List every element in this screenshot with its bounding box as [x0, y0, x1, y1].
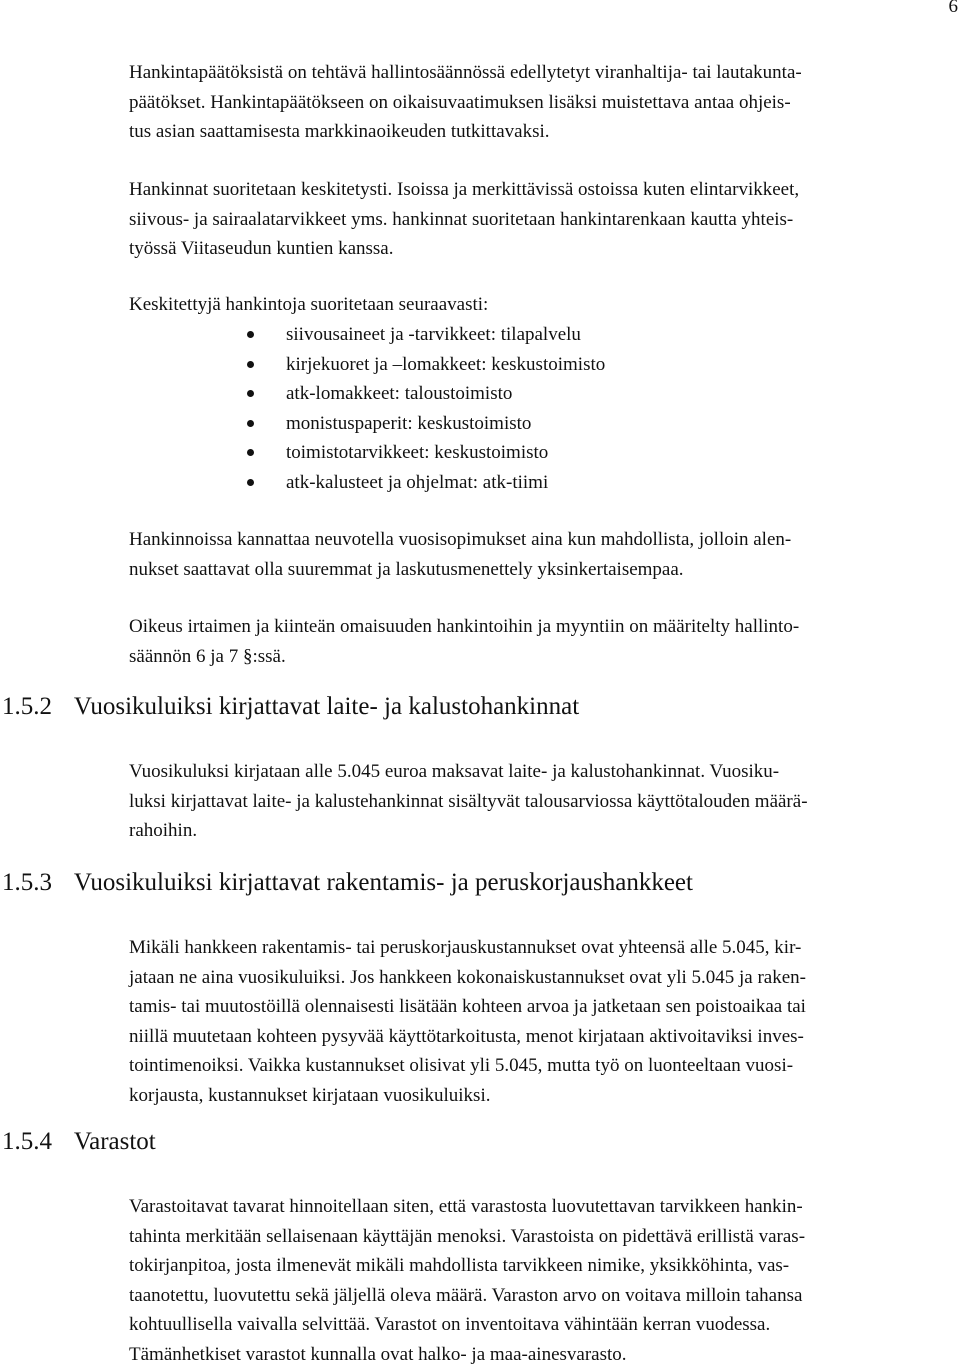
bullet-icon — [247, 449, 254, 456]
text-line: tus asian saattamisesta markkinaoikeuden tutkittavaksi. — [129, 117, 959, 147]
section-title: Vuosikuluiksi kirjattavat laite- ja kalustohankinnat — [74, 693, 579, 720]
text-line: korjausta, kustannukset kirjataan vuosikuluiksi. — [129, 1081, 959, 1111]
section-heading-1-5-3 — [2, 867, 693, 899]
text-line: Hankinnat suoritetaan keskitetysti. Isoissa ja merkittävissä ostoissa kuten elintarvikkeet, — [129, 175, 959, 205]
text-line: Hankinnoissa kannattaa neuvotella vuosisopimukset aina kun mahdollista, jolloin alen- — [129, 525, 959, 555]
bullet-icon — [247, 390, 254, 397]
section-number: 1.5.4 — [2, 1126, 68, 1158]
text-line: tointimenoiksi. Vaikka kustannukset olisivat yli 5.045, mutta työ on luonteeltaan vuosi- — [129, 1051, 959, 1081]
text-line: Vuosikuluksi kirjataan alle 5.045 euroa maksavat laite- ja kalustohankinnat. Vuosiku- — [129, 757, 959, 787]
bullet-icon — [247, 420, 254, 427]
paragraph-centralized-list-intro — [129, 290, 959, 320]
text-line: rahoihin. — [129, 816, 959, 846]
list-item: toimistotarvikkeet: keskustoimisto — [248, 438, 605, 468]
section-heading-1-5-4 — [2, 1126, 156, 1158]
list-item: monistuspaperit: keskustoimisto — [248, 409, 605, 439]
bullet-icon — [247, 361, 254, 368]
text-line: taanotettu, luovutettu sekä jäljellä oleva määrä. Varaston arvo on voitava milloin tahansa — [129, 1281, 959, 1311]
text-line: siivous- ja sairaalatarvikkeet yms. hankinnat suoritetaan hankintarenkaan kautta yhteis- — [129, 205, 959, 235]
list-item: atk-lomakkeet: taloustoimisto — [248, 379, 605, 409]
section-number: 1.5.3 — [2, 867, 68, 899]
text-line: Hankintapäätöksistä on tehtävä hallintosäännössä edellytetyt viranhaltija- tai lautakunta- — [129, 58, 959, 88]
paragraph-annual-contracts — [129, 525, 959, 584]
section-number: 1.5.2 — [2, 691, 68, 723]
list-item: siivousaineet ja -tarvikkeet: tilapalvelu — [248, 320, 605, 350]
text-line: päätökset. Hankintapäätökseen on oikaisuvaatimuksen lisäksi muistettava antaa ohjeis- — [129, 88, 959, 118]
page-number: 6 — [949, 0, 959, 20]
text-line: Oikeus irtaimen ja kiinteän omaisuuden hankintoihin ja myyntiin on määritelty hallinto- — [129, 612, 959, 642]
paragraph-property-rights — [129, 612, 959, 671]
text-line: säännön 6 ja 7 §:ssä. — [129, 642, 959, 672]
text-line: tokirjanpitoa, josta ilmenevät mikäli mahdollista tarvikkeen nimike, yksikköhinta, vas- — [129, 1251, 959, 1281]
centralized-procurement-list — [248, 320, 605, 497]
section-heading-1-5-2 — [2, 691, 579, 723]
bullet-icon — [247, 479, 254, 486]
text-line: Mikäli hankkeen rakentamis- tai peruskorjauskustannukset ovat yhteensä alle 5.045, kir- — [129, 933, 959, 963]
paragraph-centralized-procurement — [129, 175, 959, 264]
text-line: Tämänhetkiset varastot kunnalla ovat halko- ja maa-ainesvarasto. — [129, 1340, 959, 1369]
paragraph-inventories — [129, 1192, 959, 1369]
list-item: kirjekuoret ja –lomakkeet: keskustoimisto — [248, 350, 605, 380]
section-title: Vuosikuluiksi kirjattavat rakentamis- ja peruskorjaushankkeet — [74, 869, 693, 896]
text-line: Keskitettyjä hankintoja suoritetaan seuraavasti: — [129, 290, 959, 320]
text-line: nukset saattavat olla suuremmat ja laskutusmenettely yksinkertaisempaa. — [129, 555, 959, 585]
text-line: jataan ne aina vuosikuluiksi. Jos hankkeen kokonaiskustannukset ovat yli 5.045 ja raken- — [129, 963, 959, 993]
paragraph-construction-projects — [129, 933, 959, 1110]
paragraph-annual-expense-equipment — [129, 757, 959, 846]
text-line: tahinta merkitään sellaisenaan käyttäjän menoksi. Varastoista on pidettävä erillistä varas- — [129, 1222, 959, 1252]
text-line: tamis- tai muutostöillä olennaisesti lisätään kohteen arvoa ja jatketaan sen poistoaikaa tai — [129, 992, 959, 1022]
text-line: niillä muutetaan kohteen pysyvää käyttötarkoitusta, menot kirjataan aktivoitaviksi inves- — [129, 1022, 959, 1052]
list-item: atk-kalusteet ja ohjelmat: atk-tiimi — [248, 468, 605, 498]
text-line: työssä Viitaseudun kuntien kanssa. — [129, 234, 959, 264]
paragraph-procurement-decisions — [129, 58, 959, 147]
text-line: luksi kirjattavat laite- ja kalustehankinnat sisältyvät talousarviossa käyttötalouden määrä- — [129, 787, 959, 817]
section-title: Varastot — [74, 1128, 156, 1155]
text-line: Varastoitavat tavarat hinnoitellaan siten, että varastosta luovutettavan tarvikkeen hankin- — [129, 1192, 959, 1222]
text-line: kohtuullisella vaivalla selvittää. Varastot on inventoitava vähintään kerran vuodessa. — [129, 1310, 959, 1340]
bullet-icon — [247, 331, 254, 338]
